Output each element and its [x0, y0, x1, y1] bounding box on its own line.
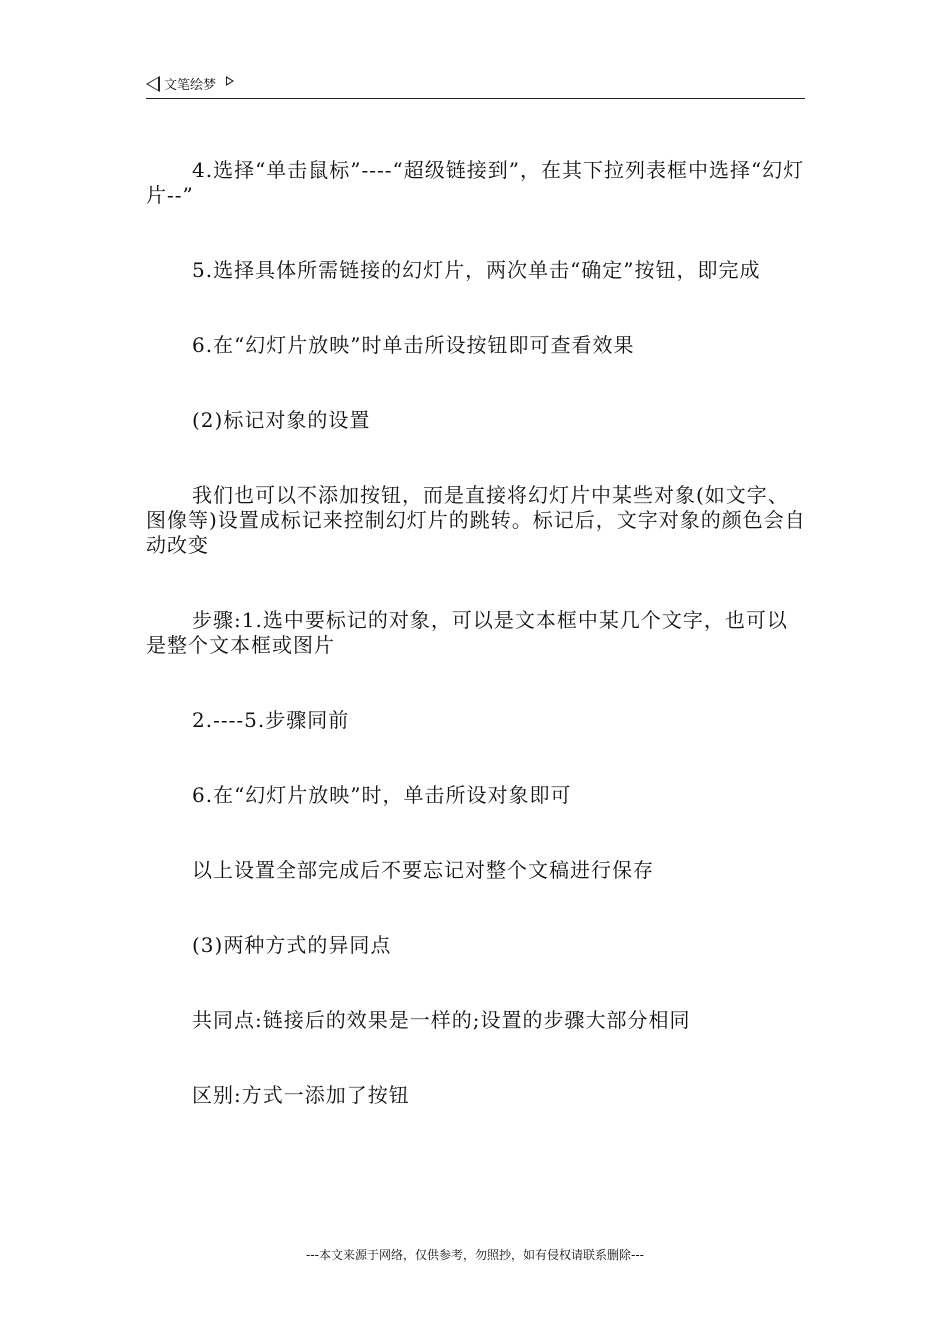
- triangle-left-icon: [146, 76, 160, 92]
- section-heading-3: (3)两种方式的异同点: [192, 933, 392, 957]
- paragraph-intro: 我们也可以不添加按钮，而是直接将幻灯片中某些对象(如文字、图像等)设置成标记来控制幻灯片的跳转。标记后，文字对象的颜色会自动改变: [146, 483, 806, 557]
- triangle-right-icon: [226, 76, 234, 86]
- paragraph-step-6: 6.在“幻灯片放映”时单击所设按钮即可查看效果: [192, 333, 635, 357]
- paragraph-differences: 区别:方式一添加了按钮: [192, 1083, 410, 1107]
- paragraph-save-note: 以上设置全部完成后不要忘记对整个文稿进行保存: [192, 858, 654, 882]
- header-brand: [146, 74, 234, 93]
- section-heading-2: (2)标记对象的设置: [192, 408, 371, 432]
- page-footer: ---本文来源于网络，仅供参考，勿照抄，如有侵权请联系删除---: [306, 1248, 644, 1262]
- document-body: [146, 158, 806, 1108]
- page-header: [146, 74, 805, 99]
- paragraph-steps-6: 6.在“幻灯片放映”时，单击所设对象即可: [192, 783, 572, 807]
- paragraph-similarities: 共同点:链接后的效果是一样的;设置的步骤大部分相同: [192, 1008, 691, 1032]
- paragraph-step-4: 4.选择“单击鼠标”----“超级链接到”，在其下拉列表框中选择“幻灯片--”: [146, 158, 805, 207]
- paragraph-steps-2-5: 2.----5.步骤同前: [192, 708, 350, 732]
- header-title: 文笔绘梦: [164, 78, 217, 93]
- paragraph-steps-1: 步骤:1.选中要标记的对象，可以是文本框中某几个文字，也可以是整个文本框或图片: [146, 608, 788, 657]
- paragraph-step-5: 5.选择具体所需链接的幻灯片，两次单击“确定”按钮，即完成: [192, 258, 761, 282]
